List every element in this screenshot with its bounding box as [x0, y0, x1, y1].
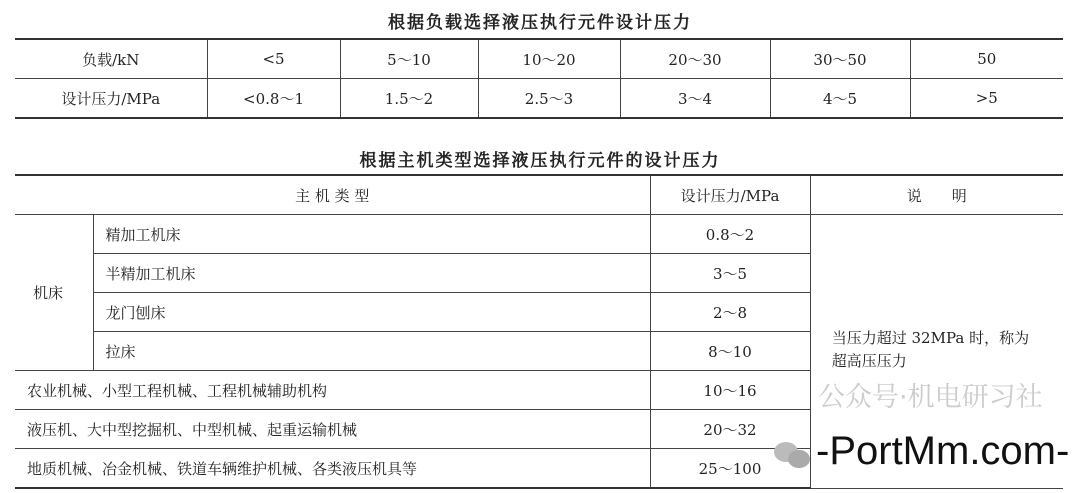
pressure: 20～32 — [650, 410, 810, 449]
header-pressure: 设计压力/MPa — [650, 175, 810, 215]
machine-type: 液压机、大中型挖掘机、中型机械、起重运输机械 — [15, 410, 650, 449]
table-row — [15, 215, 1063, 254]
cell: 2.5～3 — [478, 79, 620, 119]
cell: 4～5 — [770, 79, 910, 119]
cell: 10～20 — [478, 39, 620, 79]
pressure: 10～16 — [650, 371, 810, 410]
machine-type: 地质机械、冶金机械、铁道车辆维护机械、各类液压机具等 — [15, 449, 650, 489]
table-row — [15, 39, 1063, 79]
pressure: 25～100 — [650, 449, 810, 489]
table-header-row — [15, 175, 1063, 215]
pressure: 0.8～2 — [650, 215, 810, 254]
row-header: 设计压力/MPa — [15, 79, 207, 119]
pressure: 3～5 — [650, 254, 810, 293]
machine-type: 龙门刨床 — [93, 293, 650, 332]
pressure: 2～8 — [650, 293, 810, 332]
table1-title: 根据负载选择液压执行元件设计压力 — [388, 13, 692, 33]
note-text: 当压力超过 32MPa 时，称为超高压压力 — [831, 329, 1030, 370]
row-header: 负载/kN — [15, 39, 207, 79]
watermark — [774, 440, 812, 470]
cell: 20～30 — [620, 39, 770, 79]
watermark-grey-text: 公众号·机电研习社 — [818, 382, 1043, 413]
machine-type: 拉床 — [93, 332, 650, 371]
cell: >5 — [910, 79, 1063, 119]
machine-type: 半精加工机床 — [93, 254, 650, 293]
cell: <5 — [207, 39, 340, 79]
cell: 5～10 — [340, 39, 478, 79]
cell: 3～4 — [620, 79, 770, 119]
watermark-text: -PortMm.com- — [816, 429, 1070, 473]
pressure: 8～10 — [650, 332, 810, 371]
cell: 50 — [910, 39, 1063, 79]
cell: <0.8～1 — [207, 79, 340, 119]
machine-type: 精加工机床 — [93, 215, 650, 254]
wechat-icon — [774, 440, 812, 470]
header-machine-type: 主 机 类 型 — [15, 175, 650, 215]
group-label: 机床 — [15, 215, 93, 371]
load-pressure-table — [15, 38, 1063, 119]
table2-title: 根据主机类型选择液压执行元件的设计压力 — [359, 151, 721, 171]
cell: 30～50 — [770, 39, 910, 79]
machine-type: 农业机械、小型工程机械、工程机械辅助机构 — [15, 371, 650, 410]
cell: 1.5～2 — [340, 79, 478, 119]
table-row — [15, 79, 1063, 119]
header-note: 说 明 — [810, 175, 1063, 215]
